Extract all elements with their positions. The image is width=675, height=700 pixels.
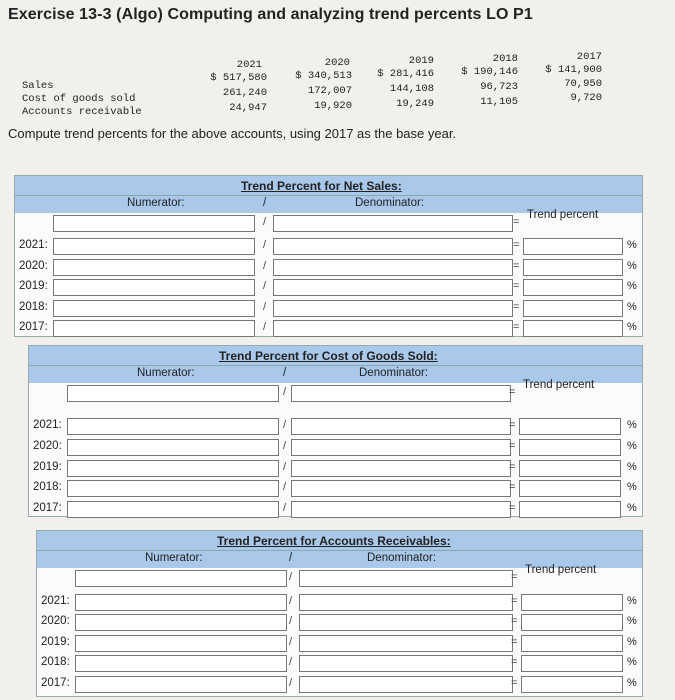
instruction-text: Compute trend percents for the above accounts, using 2017 as the base year. bbox=[8, 126, 457, 141]
numerator-input[interactable] bbox=[53, 279, 255, 296]
value-cell: 172,007 bbox=[307, 85, 352, 97]
year-row-label: 2019: bbox=[33, 460, 62, 473]
numerator-input[interactable] bbox=[75, 594, 287, 611]
value-cell: 70,950 bbox=[564, 78, 602, 90]
year-row-label: 2019: bbox=[41, 635, 70, 648]
trend-percent-input[interactable] bbox=[519, 418, 621, 435]
denominator-input[interactable] bbox=[273, 279, 513, 296]
year-row-label: 2017: bbox=[33, 502, 62, 515]
year-row-label: 2021: bbox=[19, 239, 48, 251]
trend-percent-input[interactable] bbox=[521, 676, 623, 693]
equals-sign: = bbox=[513, 300, 520, 313]
trend-percent-label: Trend percent bbox=[525, 564, 597, 576]
percent-sign: % bbox=[627, 419, 637, 431]
divide-sign: / bbox=[263, 197, 267, 209]
numerator-input[interactable] bbox=[53, 300, 255, 317]
year-row-label: 2020: bbox=[33, 439, 62, 452]
divide-sign: / bbox=[289, 552, 293, 564]
percent-sign: % bbox=[627, 615, 637, 628]
page-title: Exercise 13-3 (Algo) Computing and analyzing trend percents LO P1 bbox=[8, 6, 533, 23]
percent-sign: % bbox=[627, 595, 637, 607]
denominator-input[interactable] bbox=[291, 480, 511, 497]
divide-sign: / bbox=[289, 571, 293, 583]
trend-percent-input[interactable] bbox=[521, 655, 623, 672]
equals-sign: = bbox=[513, 259, 520, 272]
denominator-input[interactable] bbox=[291, 439, 511, 456]
trend-percent-input[interactable] bbox=[521, 614, 623, 631]
numerator-input[interactable] bbox=[67, 480, 279, 497]
denominator-input[interactable] bbox=[291, 460, 511, 477]
equals-sign: = bbox=[511, 676, 518, 689]
value-cell: $ 517,580 bbox=[210, 72, 267, 84]
account-label: Cost of goods sold bbox=[22, 93, 136, 105]
denominator-header-input[interactable] bbox=[299, 570, 513, 587]
year-header: 2019 bbox=[408, 55, 434, 67]
percent-sign: % bbox=[627, 321, 637, 334]
value-cell: 144,108 bbox=[389, 83, 434, 95]
value-cell: 96,723 bbox=[480, 81, 518, 93]
numerator-header-input[interactable] bbox=[53, 215, 255, 232]
percent-sign: % bbox=[627, 676, 637, 689]
divide-sign: / bbox=[283, 439, 287, 452]
value-cell: 261,240 bbox=[222, 87, 267, 99]
numerator-input[interactable] bbox=[67, 460, 279, 477]
value-cell: 11,105 bbox=[480, 96, 518, 108]
equals-sign: = bbox=[513, 239, 520, 251]
percent-sign: % bbox=[627, 635, 637, 648]
year-row-label: 2020: bbox=[19, 259, 48, 272]
equals-sign: = bbox=[509, 481, 516, 494]
year-row-label: 2018: bbox=[19, 300, 48, 313]
divide-sign: / bbox=[263, 216, 267, 228]
divide-sign: / bbox=[283, 502, 287, 515]
denominator-input[interactable] bbox=[299, 655, 513, 672]
numerator-input[interactable] bbox=[67, 439, 279, 456]
percent-sign: % bbox=[627, 280, 637, 293]
value-cell: $ 190,146 bbox=[461, 66, 518, 78]
denominator-label: Denominator: bbox=[355, 197, 425, 209]
percent-sign: % bbox=[627, 439, 637, 452]
numerator-header-input[interactable] bbox=[67, 385, 279, 402]
divide-sign: / bbox=[289, 676, 293, 689]
divide-sign: / bbox=[283, 419, 287, 431]
year-header: 2017 bbox=[576, 51, 602, 63]
divide-sign: / bbox=[289, 635, 293, 648]
year-header: 2018 bbox=[492, 53, 518, 65]
percent-sign: % bbox=[627, 259, 637, 272]
denominator-header-input[interactable] bbox=[273, 215, 513, 232]
percent-sign: % bbox=[627, 300, 637, 313]
section-title: Trend Percent for Cost of Goods Sold: bbox=[219, 349, 438, 363]
trend-percent-input[interactable] bbox=[521, 635, 623, 652]
denominator-input[interactable] bbox=[299, 676, 513, 693]
denominator-input[interactable] bbox=[273, 320, 513, 337]
divide-sign: / bbox=[263, 239, 267, 251]
numerator-input[interactable] bbox=[75, 614, 287, 631]
trend-section bbox=[14, 175, 643, 337]
trend-section bbox=[36, 530, 643, 697]
denominator-input[interactable] bbox=[299, 635, 513, 652]
equals-sign: = bbox=[509, 460, 516, 473]
year-row-label: 2017: bbox=[19, 321, 48, 334]
equals-sign: = bbox=[509, 502, 516, 515]
value-cell: $ 281,416 bbox=[377, 68, 434, 80]
value-cell: 19,249 bbox=[396, 98, 434, 110]
denominator-input[interactable] bbox=[273, 300, 513, 317]
year-row-label: 2018: bbox=[33, 481, 62, 494]
percent-sign: % bbox=[627, 656, 637, 669]
equals-sign: = bbox=[511, 595, 518, 607]
numerator-input[interactable] bbox=[53, 259, 255, 276]
equals-sign: = bbox=[511, 615, 518, 628]
denominator-label: Denominator: bbox=[359, 367, 429, 379]
divide-sign: / bbox=[263, 300, 267, 313]
numerator-input[interactable] bbox=[75, 635, 287, 652]
year-row-label: 2021: bbox=[41, 595, 70, 607]
denominator-header-input[interactable] bbox=[291, 385, 511, 402]
year-header: 2021 bbox=[236, 59, 262, 71]
numerator-input[interactable] bbox=[75, 655, 287, 672]
numerator-input[interactable] bbox=[75, 676, 287, 693]
denominator-input[interactable] bbox=[299, 614, 513, 631]
divide-sign: / bbox=[263, 321, 267, 334]
value-cell: 19,920 bbox=[314, 100, 352, 112]
equals-sign: = bbox=[513, 280, 520, 293]
denominator-input[interactable] bbox=[299, 594, 513, 611]
denominator-input[interactable] bbox=[273, 238, 513, 255]
trend-percent-input[interactable] bbox=[519, 501, 621, 518]
percent-sign: % bbox=[627, 481, 637, 494]
percent-sign: % bbox=[627, 239, 637, 251]
equals-sign: = bbox=[509, 439, 516, 452]
trend-percent-input[interactable] bbox=[521, 594, 623, 611]
trend-percent-label: Trend percent bbox=[527, 209, 599, 221]
trend-percent-input[interactable] bbox=[523, 238, 623, 255]
equals-sign: = bbox=[509, 419, 516, 431]
trend-percent-input[interactable] bbox=[519, 480, 621, 497]
denominator-input[interactable] bbox=[291, 501, 511, 518]
equals-sign: = bbox=[513, 216, 520, 228]
value-cell: $ 340,513 bbox=[295, 70, 352, 82]
divide-sign: / bbox=[289, 595, 293, 607]
denominator-label: Denominator: bbox=[367, 552, 437, 564]
divide-sign: / bbox=[283, 386, 287, 398]
numerator-input[interactable] bbox=[67, 501, 279, 518]
numerator-label: Numerator: bbox=[137, 367, 195, 379]
trend-percent-input[interactable] bbox=[523, 300, 623, 317]
trend-percent-input[interactable] bbox=[523, 279, 623, 296]
account-label: Accounts receivable bbox=[22, 106, 142, 118]
trend-percent-input[interactable] bbox=[519, 439, 621, 456]
numerator-input[interactable] bbox=[53, 320, 255, 337]
divide-sign: / bbox=[289, 656, 293, 669]
numerator-label: Numerator: bbox=[127, 197, 185, 209]
year-row-label: 2020: bbox=[41, 615, 70, 628]
divide-sign: / bbox=[289, 615, 293, 628]
account-label: Sales bbox=[22, 80, 54, 92]
section-title: Trend Percent for Accounts Receivables: bbox=[217, 534, 451, 548]
trend-section bbox=[28, 345, 643, 517]
trend-percent-input[interactable] bbox=[519, 460, 621, 477]
denominator-input[interactable] bbox=[273, 259, 513, 276]
percent-sign: % bbox=[627, 460, 637, 473]
section-title: Trend Percent for Net Sales: bbox=[241, 179, 402, 193]
divide-sign: / bbox=[283, 460, 287, 473]
denominator-input[interactable] bbox=[291, 418, 511, 435]
percent-sign: % bbox=[627, 502, 637, 515]
numerator-label: Numerator: bbox=[145, 552, 203, 564]
divide-sign: / bbox=[263, 259, 267, 272]
numerator-header-input[interactable] bbox=[75, 570, 287, 587]
equals-sign: = bbox=[511, 571, 518, 583]
divide-sign: / bbox=[283, 481, 287, 494]
year-row-label: 2017: bbox=[41, 676, 70, 689]
equals-sign: = bbox=[513, 321, 520, 334]
numerator-input[interactable] bbox=[67, 418, 279, 435]
value-cell: 24,947 bbox=[229, 102, 267, 114]
year-header: 2020 bbox=[324, 57, 350, 69]
equals-sign: = bbox=[509, 386, 516, 398]
numerator-input[interactable] bbox=[53, 238, 255, 255]
year-row-label: 2018: bbox=[41, 656, 70, 669]
trend-percent-label: Trend percent bbox=[523, 379, 595, 391]
trend-percent-input[interactable] bbox=[523, 259, 623, 276]
value-cell: 9,720 bbox=[570, 92, 602, 104]
trend-percent-input[interactable] bbox=[523, 320, 623, 337]
equals-sign: = bbox=[511, 635, 518, 648]
value-cell: $ 141,900 bbox=[545, 64, 602, 76]
year-row-label: 2019: bbox=[19, 280, 48, 293]
equals-sign: = bbox=[511, 656, 518, 669]
divide-sign: / bbox=[263, 280, 267, 293]
divide-sign: / bbox=[283, 367, 287, 379]
data-table bbox=[0, 50, 675, 125]
year-row-label: 2021: bbox=[33, 419, 62, 431]
